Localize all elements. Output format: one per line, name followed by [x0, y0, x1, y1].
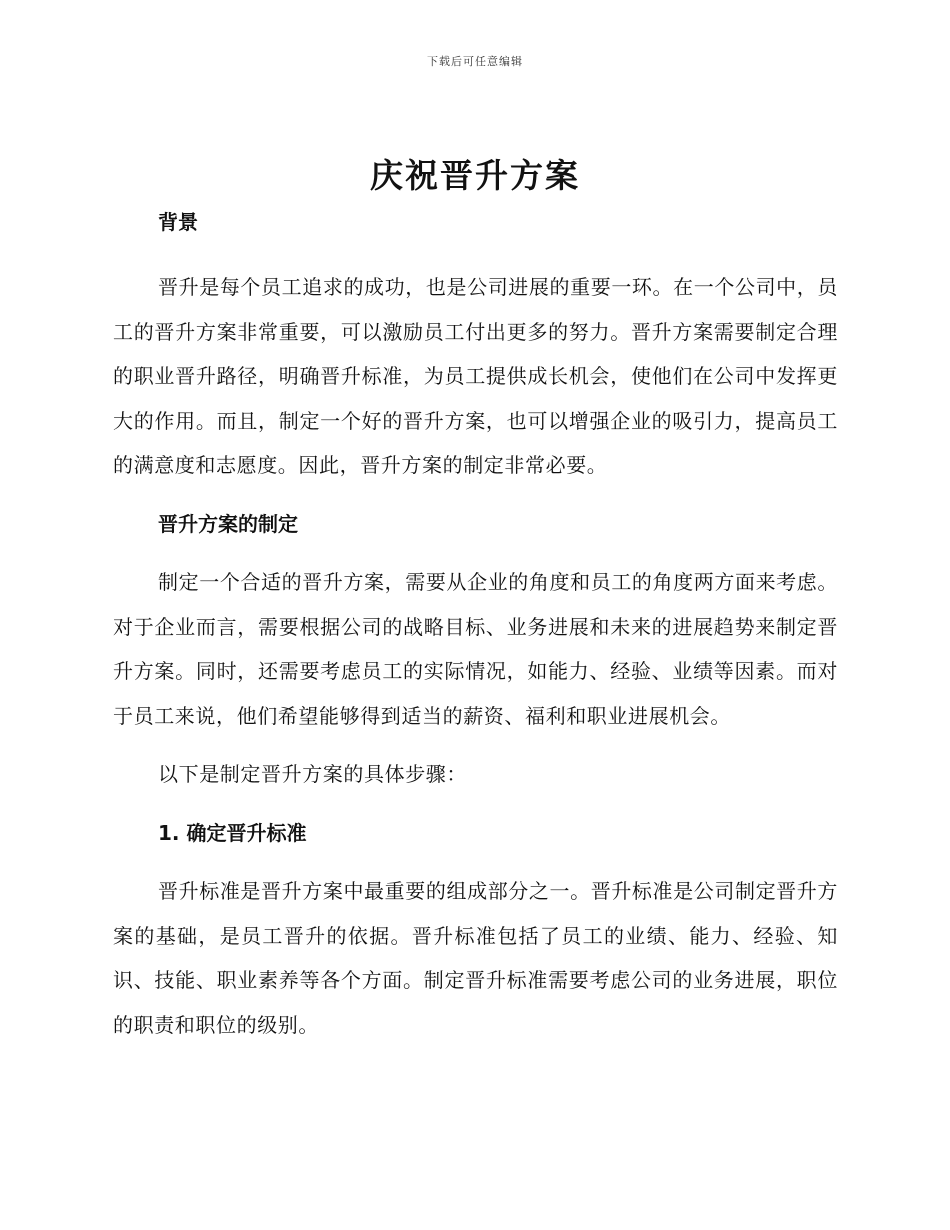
section-heading-step1: 1. 确定晋升标准 [158, 820, 307, 845]
section-heading-background: 背景 [158, 210, 198, 234]
document-body [113, 200, 838, 1047]
paragraph-formulation: 制定一个合适的晋升方案，需要从企业的角度和员工的角度两方面来考虑。对于企业而言，需要根据公司的战略目标、业务进展和未来的进展趋势来制定晋升方案。同时，还需要考虑员工的实际情况，如能力、经验、业绩等因素。而对于员工来说，他们希望能够得到适当的薪资、福利和职业进展机会。 [113, 569, 838, 728]
document-title: 庆祝晋升方案 [370, 156, 580, 195]
paragraph-background: 晋升是每个员工追求的成功，也是公司进展的重要一环。在一个公司中，员工的晋升方案非常重要，可以激励员工付出更多的努力。晋升方案需要制定合理的职业晋升路径，明确晋升标准，为员工提供成长机会，使他们在公司中发挥更大的作用。而且，制定一个好的晋升方案，也可以增强企业的吸引力，提高员工的满意度和志愿度。因此，晋升方案的制定非常必要。 [113, 275, 838, 478]
paragraph-steps-intro: 以下是制定晋升方案的具体步骤： [158, 762, 467, 787]
header-note: 下载后可任意编辑 [427, 55, 523, 68]
paragraph-step1: 晋升标准是晋升方案中最重要的组成部分之一。晋升标准是公司制定晋升方案的基础，是员工晋升的依据。晋升标准包括了员工的业绩、能力、经验、知识、技能、职业素养等各个方面。制定晋升标准需要考虑公司的业务进展，职位的职责和职位的级别。 [113, 878, 838, 1037]
section-heading-formulation: 晋升方案的制定 [158, 511, 298, 536]
